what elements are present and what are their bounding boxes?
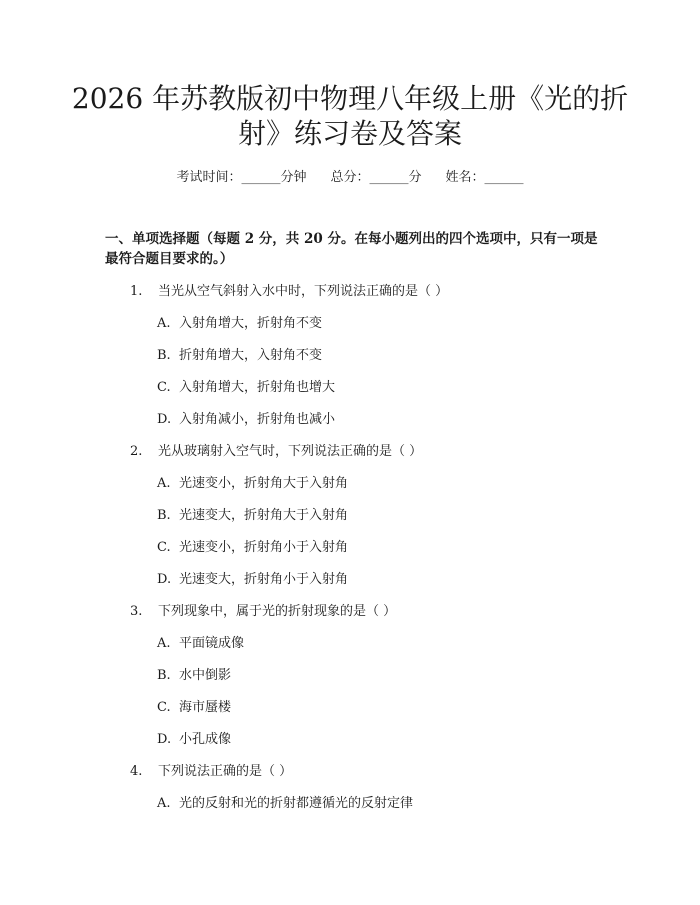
document-title-line-2: 射》练习卷及答案 [237,117,462,150]
option-text: 光的反射和光的折射都遵循光的反射定律 [179,796,414,811]
question-text: 光从玻璃射入空气时，下列说法正确的是（ ） [158,444,423,459]
document-title-line-1: 2026 年苏教版初中物理八年级上册《光的折 [71,82,629,115]
option-text: 折射角增大，入射角不变 [179,348,323,363]
option-letter: B. [157,508,171,523]
option-letter: D. [157,732,172,747]
question-1-option-c [157,379,335,397]
student-name-label: 姓名：______ [445,170,524,185]
option-letter: C. [157,540,171,555]
option-letter: A. [157,316,171,331]
option-text: 入射角减小，折射角也减小 [179,412,336,427]
option-text: 光速变小，折射角大于入射角 [179,476,349,491]
question-4 [130,763,292,781]
question-3 [130,603,396,621]
question-2-option-a [157,475,348,493]
question-1 [130,283,448,301]
option-letter: D. [157,412,172,427]
option-letter: B. [157,668,171,683]
question-1-option-d [157,411,335,429]
option-text: 平面镜成像 [179,636,245,651]
option-letter: D. [157,572,172,587]
option-text: 光速变小，折射角小于入射角 [179,540,349,555]
option-letter: C. [157,700,171,715]
question-3-option-c [157,699,231,717]
exam-time-label: 考试时间：______分钟 [176,170,307,185]
option-text: 水中倒影 [179,668,232,683]
total-score-label: 总分：______分 [330,170,422,185]
question-4-option-a [157,795,413,813]
option-text: 入射角增大，折射角不变 [179,316,323,331]
question-text: 当光从空气斜射入水中时，下列说法正确的是（ ） [158,284,449,299]
question-3-option-b [157,667,231,685]
question-1-option-b [157,347,322,365]
question-2-option-d [157,571,348,589]
option-letter: A. [157,636,171,651]
option-text: 光速变大，折射角大于入射角 [179,508,349,523]
option-letter: A. [157,476,171,491]
option-text: 小孔成像 [179,732,232,747]
question-3-option-d [157,731,231,749]
section-1-heading: 一、单项选择题（每题 2 分，共 20 分。在每小题列出的四个选项中，只有一项是最符合题目要求的。） [105,231,598,267]
exam-meta [0,169,700,187]
question-text: 下列说法正确的是（ ） [158,764,293,779]
question-number: 2. [130,444,143,459]
question-3-option-a [157,635,244,653]
option-letter: C. [157,380,171,395]
option-letter: B. [157,348,171,363]
question-number: 1. [130,284,143,299]
question-2-option-b [157,507,348,525]
question-2-option-c [157,539,348,557]
question-number: 3. [130,604,143,619]
option-text: 海市蜃楼 [179,700,232,715]
option-text: 入射角增大，折射角也增大 [179,380,336,395]
option-text: 光速变大，折射角小于入射角 [179,572,349,587]
question-number: 4. [130,764,143,779]
option-letter: A. [157,796,171,811]
question-1-option-a [157,315,322,333]
question-text: 下列现象中，属于光的折射现象的是（ ） [158,604,397,619]
question-2 [130,443,422,461]
